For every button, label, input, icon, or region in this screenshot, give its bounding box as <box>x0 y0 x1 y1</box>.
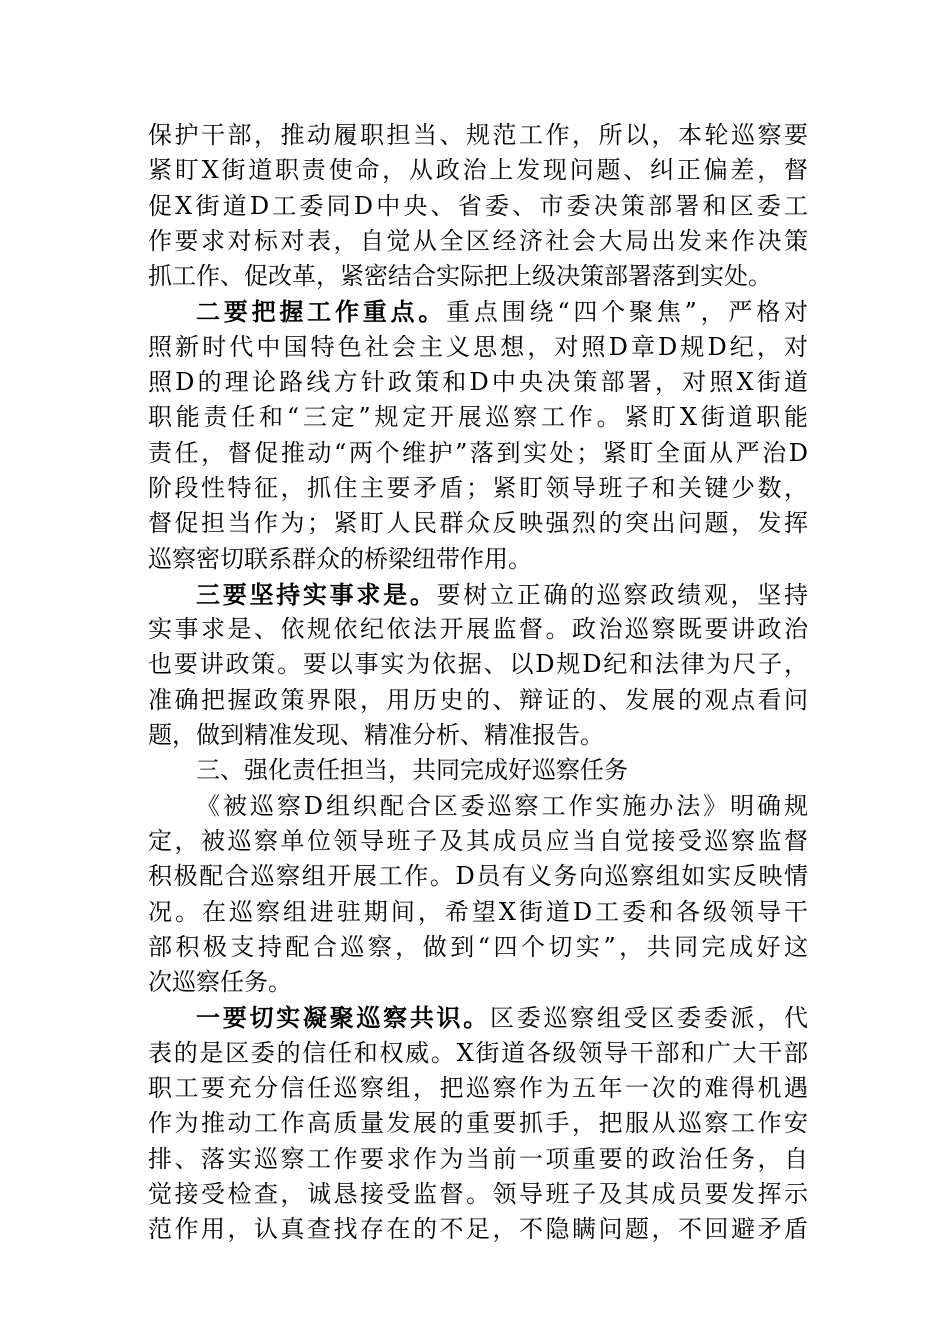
text-line: 巡察密切联系群众的桥梁纽带作用。 <box>148 544 532 573</box>
section-heading: 三、强化责任担当，共同完成好巡察任务 <box>196 756 628 785</box>
paragraph-lead: 三要坚持实事求是。 <box>196 579 437 609</box>
text-line: 表的是区委的信任和权威。X街道各级领导干部和广大干部 <box>148 1038 808 1067</box>
paragraph-4 <box>148 789 808 1001</box>
text-line: 阶段性特征，抓住主要矛盾；紧盯领导班子和关键少数， <box>148 473 808 502</box>
text-line: 部积极支持配合巡察，做到“四个切实”，共同完成好这 <box>148 932 808 961</box>
text-line: 紧盯X街道职责使命，从政治上发现问题、纠正偏差，督 <box>148 156 808 185</box>
text-line: 职能责任和“三定”规定开展巡察工作。紧盯X街道职能 <box>148 403 808 432</box>
text-line: 范作用，认真查找存在的不足，不隐瞒问题，不回避矛盾 <box>148 1215 808 1244</box>
text-line: 职工要充分信任巡察组，把巡察作为五年一次的难得机遇 <box>148 1074 808 1103</box>
paragraph-5 <box>148 1000 808 1247</box>
text-line: 抓工作、促改革，紧密结合实际把上级决策部署落到实处。 <box>148 262 772 291</box>
text-line: 作要求对标对表，自觉从全区经济社会大局出发来作决策 <box>148 226 808 255</box>
text-line: 定，被巡察单位领导班子及其成员应当自觉接受巡察监督 <box>148 826 808 855</box>
paragraph-3 <box>148 577 808 753</box>
text-line <box>148 1000 808 1035</box>
text-line: 促X街道D工委同D中央、省委、市委决策部署和区委工 <box>148 191 808 220</box>
text-line: 责任，督促推动“两个维护”落到实处；紧盯全面从严治D <box>148 438 808 467</box>
text-run: 要树立正确的巡察政绩观，坚持 <box>436 580 808 609</box>
text-line: 题，做到精准发现、精准分析、精准报告。 <box>148 721 604 750</box>
text-run: 区委巡察组受区委委派，代 <box>490 1004 808 1033</box>
text-line <box>148 577 808 612</box>
text-line: 实事求是、依规依纪依法开展监督。政治巡察既要讲政治 <box>148 615 808 644</box>
text-line: 也要讲政策。要以事实为依据、以D规D纪和法律为尺子， <box>148 650 808 679</box>
paragraph-lead: 二要把握工作重点。 <box>196 297 447 327</box>
text-line: 照D的理论路线方针政策和D中央决策部署，对照X街道 <box>148 368 808 397</box>
text-line: 督促担当作为；紧盯人民群众反映强烈的突出问题，发挥 <box>148 509 808 538</box>
text-line: 作为推动工作高质量发展的重要抓手，把服从巡察工作安 <box>148 1109 808 1138</box>
text-line <box>148 294 808 329</box>
paragraph-2 <box>148 294 808 576</box>
text-line: 排、落实巡察工作要求作为当前一项重要的政治任务，自 <box>148 1144 808 1173</box>
document-page <box>148 118 808 1248</box>
text-line: 况。在巡察组进驻期间，希望X街道D工委和各级领导干 <box>148 897 808 926</box>
text-line: 觉接受检查，诚恳接受监督。领导班子及其成员要发挥示 <box>148 1179 808 1208</box>
text-line: 保护干部，推动履职担当、规范工作，所以，本轮巡察要 <box>148 121 808 149</box>
text-line: 准确把握政策界限，用历史的、辩证的、发展的观点看问 <box>148 685 808 714</box>
text-line: 积极配合巡察组开展工作。D员有义务向巡察组如实反映情 <box>148 862 808 891</box>
text-line: 照新时代中国特色社会主义思想，对照D章D规D纪，对 <box>148 332 808 361</box>
text-line: 次巡察任务。 <box>148 968 292 997</box>
paragraph-lead: 一要切实凝聚巡察共识。 <box>196 1003 490 1033</box>
text-line: 《被巡察D组织配合区委巡察工作实施办法》明确规 <box>196 791 808 820</box>
paragraph-1 <box>148 118 808 294</box>
text-run: 重点围绕“四个聚焦”，严格对 <box>446 298 808 327</box>
